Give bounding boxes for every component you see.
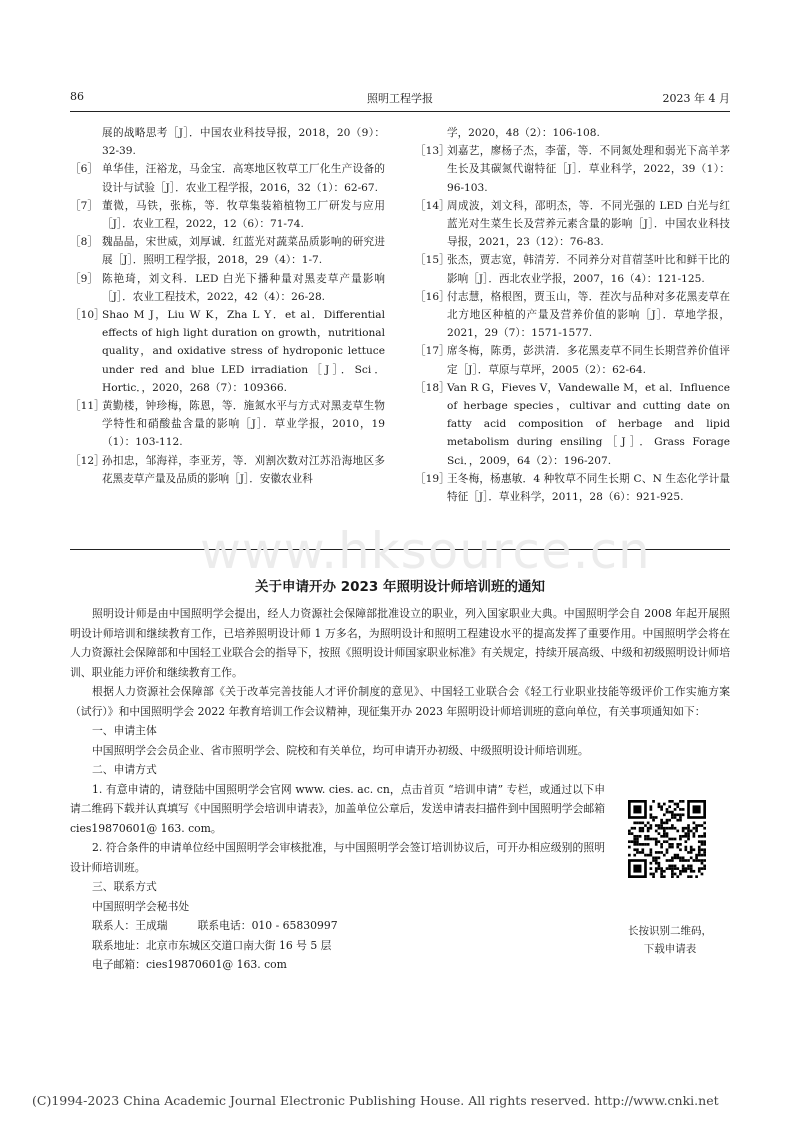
section-2-title: 二、申请方式: [92, 763, 157, 776]
reference-text: 董微，马铁，张栋，等．牧草集装箱植物工厂研发与应用［J］．农业工程，2022，12（6）：71-74.: [102, 199, 385, 231]
reference-number: ［18］: [415, 381, 450, 394]
reference-entry: [415, 470, 730, 506]
reference-entry: [415, 124, 730, 142]
section-2-item-1: 1. 有意申请的，请登陆中国照明学会官网 www. cies. ac. cn，点击首页 “培训申请” 专栏，或通过以下申请二维码下载并认真填写《中国照明学会培训申请表》，加盖单位公章后，发送申请表扫描件到中国照明学会邮箱 cies19870601@ 163. com。: [70, 782, 605, 835]
phone-number: 010 - 65830997: [251, 919, 338, 932]
qr-caption-line-1: 长按识别二维码，: [628, 925, 712, 937]
watermark: www.hksource.cn: [200, 522, 651, 580]
notice-paragraph-1: 照明设计师是由中国照明学会提出，经人力资源社会保障部批准设立的职业，列入国家职业大典。中国照明学会自 2008 年起开展照明设计师培训和继续教育工作，已培养照明设计师 1 万多名，为照明设计和照明工程建设水平的提高发挥了重要作用。中国照明学会将在人力资源社会保障部和中国轻工业联合会的指导下，按照《照明设计师国家职业标准》有关规定，持续开展高级、中级和初级照明设计师培训、职业能力评价和继续教育工作。: [70, 607, 730, 679]
reference-entry: [415, 251, 730, 287]
reference-number: ［15］: [415, 254, 450, 267]
reference-entry: [415, 197, 730, 252]
contact-organization: 中国照明学会秘书处: [92, 899, 190, 913]
reference-number: ［16］: [415, 290, 450, 303]
qr-code[interactable]: [628, 800, 708, 892]
reference-number: ［17］: [415, 345, 450, 358]
reference-entry: [70, 160, 385, 196]
reference-text: 王冬梅，杨惠敏．4 种牧草不同生长期 C、N 生态化学计量特征［J］．草业科学，2011，28（6）：921-925.: [447, 472, 730, 504]
address-label: 联系地址：: [92, 938, 146, 952]
reference-text: 席冬梅，陈勇，彭洪清．多花黑麦草不同生长期营养价值评定［J］．草原与草坪，2005（2）：62-64.: [447, 345, 730, 376]
issue-date: 2023 年 4 月: [662, 92, 730, 105]
reference-entry: [415, 342, 730, 378]
section-2-item-2: 2. 符合条件的申请单位经中国照明学会审核批准，与中国照明学会签订培训协议后，可开办相应级别的照明设计师培训班。: [70, 841, 605, 874]
notice-body: [70, 604, 730, 975]
qr-caption-line-2: 下载申请表: [643, 943, 697, 955]
reference-number: ［13］: [415, 145, 450, 158]
section-3-title: 三、联系方式: [92, 880, 157, 893]
reference-text: 学，2020，48（2）：106-108.: [447, 127, 600, 139]
journal-name: 照明工程学报: [367, 92, 433, 105]
notice-title: 关于申请开办 2023 年照明设计师培训班的通知: [255, 579, 545, 595]
section-1-text: 中国照明学会会员企业、省市照明学会、院校和有关单位，均可申请开办初级、中级照明设计师培训班。: [92, 743, 589, 757]
reference-text: 孙扣忠，邹海祥，李亚芳，等．刈割次数对江苏沿海地区多花黑麦草产量及品质的影响［J］．安徽农业科: [102, 454, 385, 485]
reference-number: ［7］: [70, 199, 98, 212]
notice-paragraph-2: 根据人力资源社会保障部《关于改革完善技能人才评价制度的意见》、中国轻工业联合会《轻工行业职业技能等级评价工作实施方案（试行）》和中国照明学会 2022 年教育培训工作会议精神，现征集开办 2023 年照明设计师培训班的意向单位，有关事项通知如下：: [70, 685, 730, 718]
reference-text: 付志慧，格根图，贾玉山，等．茬次与品种对多花黑麦草在北方地区种植的产量及营养价值的影响［J］．草地学报，2021，29（7）：1571-1577.: [447, 290, 730, 340]
qr-code-icon[interactable]: [628, 800, 706, 878]
running-header: [70, 90, 730, 108]
reference-text: Shao M J，Liu W K，Zha L Y．et al．Differential effects of high light duration on growth，nutritional quality，and oxidative stress of hydroponic lettuce under red and blue LED irradiation［J］．Sci．Hortic．，2020，268（7）：109366.: [102, 309, 385, 394]
reference-number: ［8］: [70, 236, 98, 249]
references-right-column: [415, 124, 730, 506]
reference-entry: [70, 306, 385, 397]
reference-number: ［19］: [415, 472, 450, 485]
reference-number: ［11］: [70, 400, 105, 413]
reference-entry: [70, 452, 385, 488]
reference-text: 刘嘉艺，廖杨子杰，李蕾，等．不同氮处理和弱光下高羊茅生长及其碳氮代谢特征［J］．草业科学，2022，39（1）：96-103.: [447, 145, 730, 194]
reference-text: 黄勤楼，钟珍梅，陈恩，等．施氮水平与方式对黑麦草生物学特性和硝酸盐含量的影响［J］．草业学报，2010，19（1）：103-112.: [102, 400, 385, 449]
contact-person-label: 联系人：: [92, 919, 136, 932]
reference-text: 魏晶晶，宋世威，刘厚诚．红蓝光对蔬菜品质影响的研究进展［J］．照明工程学报，2018，29（4）：1-7.: [102, 236, 385, 267]
reference-text: Van R G，Fieves V，Vandewalle M，et al．Influence of herbage species，cultivar and cutting date on fatty acid composition of herbage and lipid metabolism during ensiling［J］．Grass Forage Sci．，2009，64（2）：196-207.: [447, 381, 730, 467]
reference-number: ［10］: [70, 309, 105, 322]
reference-entry: [415, 379, 730, 470]
reference-number: ［14］: [415, 199, 450, 212]
reference-entry: [415, 288, 730, 343]
header-rule: [70, 111, 730, 112]
reference-number: ［6］: [70, 163, 98, 176]
reference-text: 陈艳琦，刘文科．LED 白光下播种量对黑麦草产量影响［J］．农业工程技术，2022，42（4）：26-28.: [102, 272, 385, 303]
reference-text: 张杰，贾志宽，韩清芳．不同养分对苜蓿茎叶比和鲜干比的影响［J］．西北农业学报，2007，16（4）：121-125.: [447, 254, 730, 285]
phone-label: 联系电话：: [197, 919, 252, 932]
email-label: 电子邮箱：: [92, 958, 146, 971]
reference-entry: [70, 397, 385, 452]
reference-text: 单华佳，汪裕龙，马金宝．高寒地区牧草工厂化生产设备的设计与试验［J］．农业工程学报，2016，32（1）：62-67.: [102, 163, 385, 194]
page-number: 86: [70, 90, 84, 103]
reference-entry: [415, 142, 730, 197]
reference-entry: [70, 270, 385, 306]
reference-entry: [70, 197, 385, 233]
reference-number: ［12］: [70, 454, 105, 467]
email-address[interactable]: cies19870601@ 163. com: [145, 958, 287, 971]
contact-person-name: 王成瑞: [135, 919, 168, 932]
reference-number: ［9］: [70, 272, 98, 285]
copyright-footer: (C)1994-2023 China Academic Journal Electronic Publishing House. All rights reserved. http://www.cnki.net: [32, 1093, 719, 1108]
reference-entry: [70, 124, 385, 160]
reference-text: 周成波，刘文科，邵明杰，等．不同光强的 LED 白光与红蓝光对生菜生长及营养元素含量的影响［J］．中国农业科技导报，2021，23（12）：76-83.: [447, 199, 730, 249]
address-text: 北京市东城区交道口南大街 16 号 5 层: [145, 938, 332, 952]
references-left-column: [70, 124, 385, 488]
section-1-title: 一、申请主体: [92, 724, 157, 737]
qr-caption: [610, 922, 730, 958]
reference-entry: [70, 233, 385, 269]
reference-text: 展的战略思考［J］．中国农业科技导报，2018，20（9）：32-39.: [102, 127, 385, 158]
